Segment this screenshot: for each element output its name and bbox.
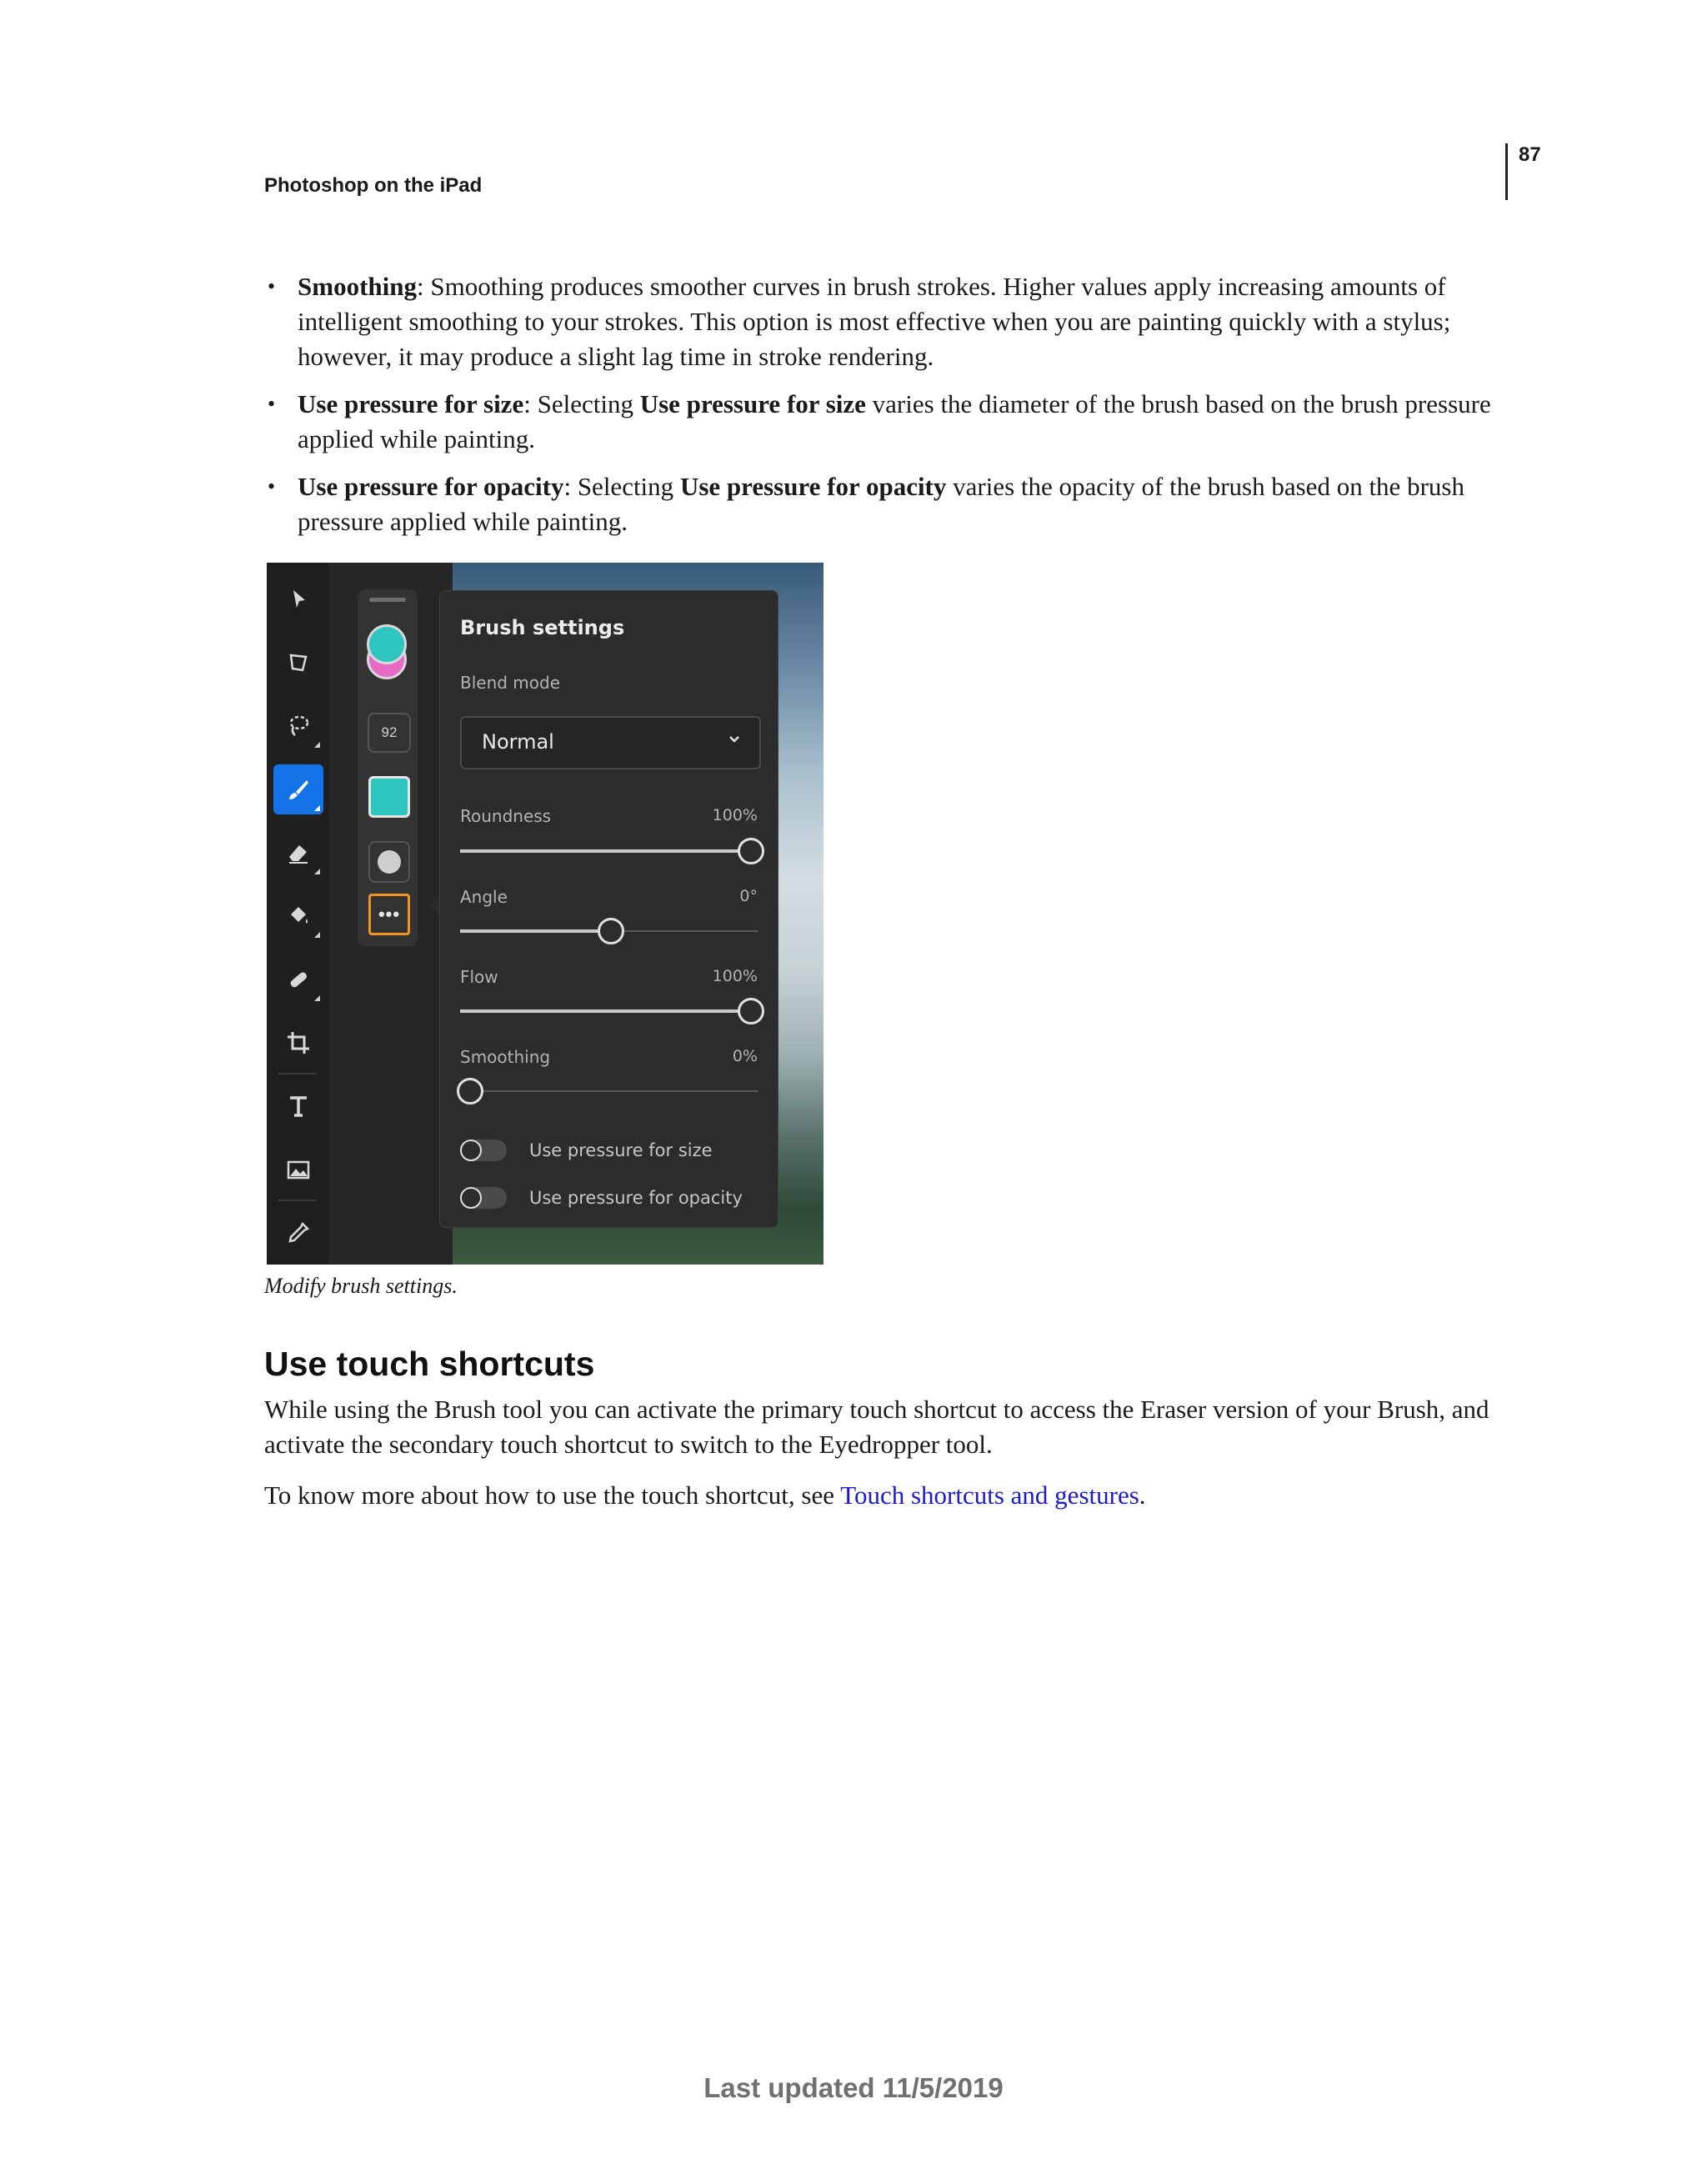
brush-settings-figure — [267, 563, 823, 1265]
eraser-tool[interactable] — [273, 828, 323, 878]
lasso-tool-icon — [284, 712, 313, 740]
running-header: Photoshop on the iPad — [264, 174, 483, 197]
slider-fill — [460, 849, 741, 853]
move-tool-icon — [284, 585, 313, 614]
slider-thumb[interactable] — [457, 1078, 483, 1105]
flow-value: 100% — [712, 967, 758, 985]
eraser-tool-icon — [284, 839, 313, 867]
healing-tool[interactable] — [273, 954, 323, 1004]
pressure-size-label: Use pressure for size — [529, 1140, 713, 1160]
paragraph-text: To know more about how to use the touch shortcut, see — [264, 1480, 841, 1510]
paragraph-see-more — [264, 1478, 1506, 1513]
bullet-inline-bold: Use pressure for size — [639, 389, 866, 418]
slider-thumb[interactable] — [598, 918, 624, 944]
bullet-text: : Selecting — [523, 389, 640, 418]
bullet-term: Use pressure for opacity — [298, 472, 564, 501]
toggle-knob — [460, 1187, 482, 1209]
submenu-indicator — [314, 995, 320, 1001]
toggle-knob — [460, 1140, 482, 1161]
fill-tool[interactable] — [273, 891, 323, 941]
color-button[interactable] — [368, 776, 410, 818]
pressure-size-row — [460, 1137, 758, 1165]
fill-tool-icon — [284, 902, 313, 930]
blend-mode-dropdown[interactable] — [460, 716, 761, 769]
flow-label: Flow — [460, 967, 498, 987]
eyedropper-tool-icon — [284, 1219, 313, 1247]
brush-options-bar — [358, 589, 418, 946]
roundness-value: 100% — [712, 806, 758, 824]
slider-track — [460, 1090, 758, 1092]
bullet-dot: • — [268, 392, 276, 416]
type-tool[interactable] — [273, 1081, 323, 1131]
paragraph-touch-shortcuts: While using the Brush tool you can activate the primary touch shortcut to access the Eraser version of your Brush, and activate the secondary touch shortcut to switch to the Eyedropper tool. — [264, 1395, 1489, 1459]
angle-label: Angle — [460, 887, 508, 907]
place-image-icon — [284, 1155, 313, 1184]
slider-thumb[interactable] — [738, 998, 764, 1024]
brush-size-button[interactable]: 92 — [368, 713, 411, 753]
figure-caption: Modify brush settings. — [264, 1274, 458, 1298]
pressure-opacity-toggle[interactable] — [460, 1187, 507, 1209]
crop-tool[interactable] — [273, 1018, 323, 1068]
roundness-slider[interactable] — [460, 834, 758, 868]
crop-tool-icon — [284, 1029, 313, 1057]
angle-slider[interactable] — [460, 914, 758, 948]
section-heading: Use touch shortcuts — [264, 1345, 595, 1383]
submenu-indicator — [314, 805, 320, 811]
bullet-text: : Selecting — [563, 472, 680, 501]
slider-thumb[interactable] — [738, 838, 764, 864]
brush-settings-panel — [439, 590, 778, 1228]
brush-tip-button[interactable] — [368, 841, 410, 883]
toolbar-divider — [278, 1073, 317, 1074]
brush-tip-icon — [378, 850, 401, 874]
panel-title: Brush settings — [460, 616, 625, 639]
submenu-indicator — [314, 932, 320, 938]
bullet-inline-bold: Use pressure for opacity — [679, 472, 947, 501]
submenu-indicator — [314, 742, 320, 748]
smoothing-slider[interactable] — [460, 1074, 758, 1108]
slider-fill — [460, 929, 601, 933]
transform-tool-icon — [284, 649, 313, 677]
healing-tool-icon — [284, 965, 313, 994]
eyedropper-tool[interactable] — [273, 1208, 323, 1258]
chevron-down-icon — [726, 730, 743, 747]
bullet-text: varies the diameter of the brush based on the brush pressure applied while painting. — [298, 389, 1491, 453]
bullet-pressure-opacity — [264, 469, 1498, 539]
bullet-pressure-size — [264, 387, 1498, 457]
toolbar-divider — [278, 1200, 317, 1201]
blend-mode-label: Blend mode — [460, 673, 561, 693]
bullet-smoothing — [264, 269, 1498, 374]
page-number: 87 — [1519, 143, 1541, 166]
more-settings-button[interactable]: ••• — [368, 894, 410, 935]
bullet-dot: • — [268, 274, 276, 298]
brush-tool[interactable] — [273, 764, 323, 814]
smoothing-label: Smoothing — [460, 1047, 551, 1067]
bullet-text: varies the opacity of the brush based on the brush pressure applied while painting. — [298, 472, 1464, 536]
move-tool[interactable] — [273, 574, 323, 624]
pressure-opacity-label: Use pressure for opacity — [529, 1188, 743, 1208]
place-image-tool[interactable] — [273, 1145, 323, 1195]
submenu-indicator — [314, 869, 320, 874]
transform-tool[interactable] — [273, 638, 323, 688]
bullet-list — [264, 269, 1498, 552]
lasso-tool[interactable] — [273, 701, 323, 751]
smoothing-value: 0% — [732, 1047, 758, 1065]
pressure-opacity-row — [460, 1185, 758, 1213]
type-tool-icon — [284, 1092, 313, 1120]
toolbar — [267, 563, 329, 1265]
bullet-term: Smoothing — [298, 272, 417, 301]
flow-slider[interactable] — [460, 994, 758, 1028]
angle-value: 0° — [739, 887, 758, 905]
roundness-label: Roundness — [460, 806, 552, 826]
last-updated-footer: Last updated 11/5/2019 — [703, 2072, 1004, 2103]
bullet-term: Use pressure for size — [298, 389, 524, 418]
drag-grip[interactable] — [369, 598, 406, 602]
bullet-dot: • — [268, 474, 276, 498]
touch-shortcuts-link[interactable]: Touch shortcuts and gestures — [840, 1480, 1139, 1510]
brush-tool-icon — [284, 775, 313, 804]
foreground-color-swatch[interactable] — [367, 624, 407, 664]
blend-mode-value: Normal — [482, 730, 554, 754]
header-rule — [1505, 143, 1508, 200]
bullet-text: : Smoothing produces smoother curves in brush strokes. Higher values apply increasing amounts of intelligent smoothing to your strokes. This option is most effective when you are painting quickly with a stylus; however, it may produce a slight lag time in stroke rendering. — [298, 272, 1451, 371]
slider-fill — [460, 1009, 741, 1013]
pressure-size-toggle[interactable] — [460, 1140, 507, 1161]
paragraph-text: . — [1139, 1480, 1146, 1510]
